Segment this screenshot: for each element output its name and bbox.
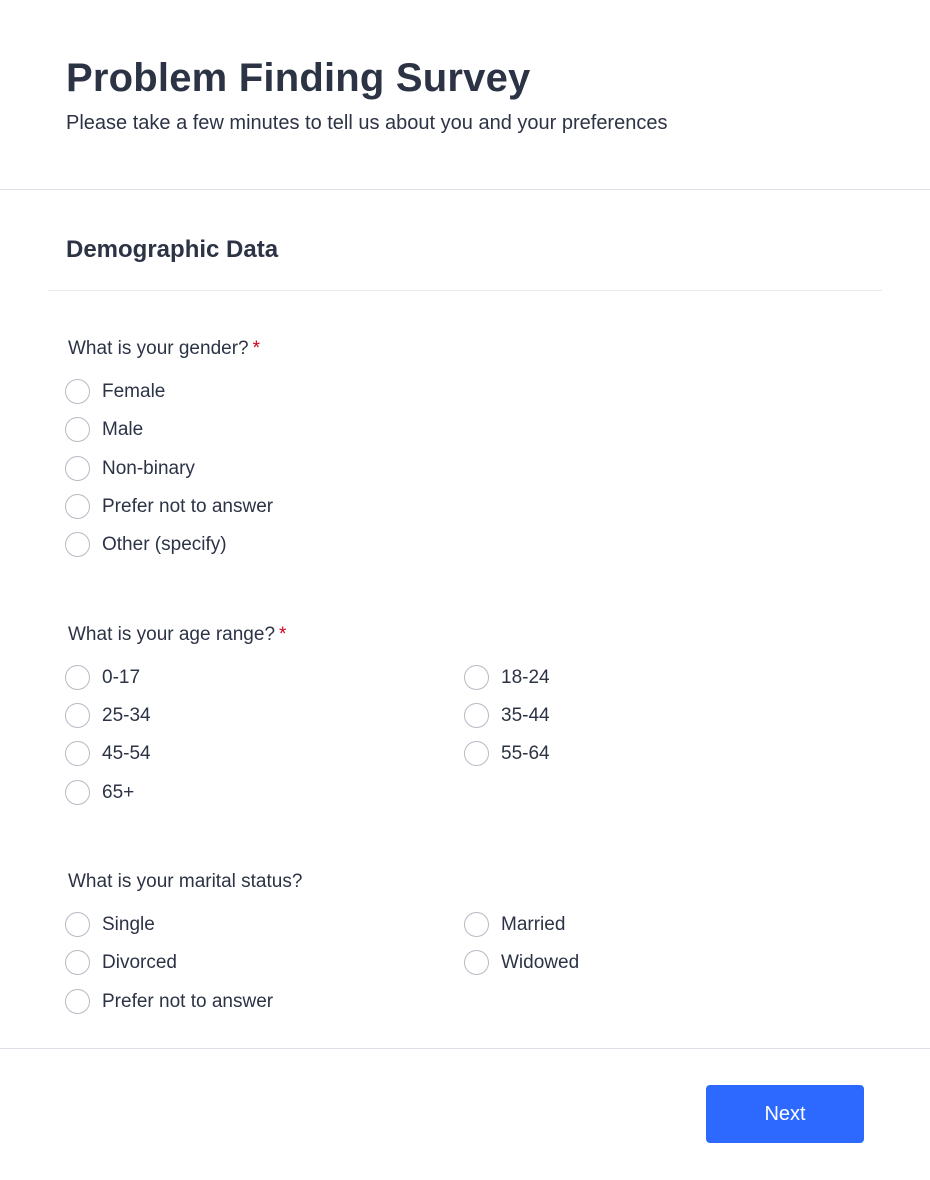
option-label: Prefer not to answer bbox=[102, 495, 274, 517]
radio-button[interactable] bbox=[65, 456, 90, 481]
question-gender bbox=[68, 338, 260, 360]
radio-button[interactable] bbox=[464, 950, 489, 975]
option-age-65-plus[interactable] bbox=[65, 780, 134, 805]
radio-button[interactable] bbox=[65, 379, 90, 404]
option-marital-prefer-not-to-answer[interactable] bbox=[65, 989, 273, 1014]
option-male[interactable] bbox=[65, 417, 143, 442]
form-header bbox=[0, 0, 930, 190]
option-label: 0-17 bbox=[102, 666, 141, 688]
radio-button[interactable] bbox=[65, 780, 90, 805]
option-label: Married bbox=[501, 913, 566, 935]
radio-button[interactable] bbox=[464, 703, 489, 728]
option-label: Single bbox=[102, 913, 155, 935]
radio-button[interactable] bbox=[464, 665, 489, 690]
next-button[interactable]: Next bbox=[706, 1085, 864, 1143]
option-divorced[interactable] bbox=[65, 950, 177, 975]
question-label: What is your marital status? bbox=[68, 871, 303, 892]
option-age-25-34[interactable] bbox=[65, 703, 151, 728]
page-title: Problem Finding Survey bbox=[66, 56, 531, 100]
question-label: What is your gender? bbox=[68, 338, 249, 359]
radio-button[interactable] bbox=[65, 703, 90, 728]
option-label: 45-54 bbox=[102, 742, 151, 764]
option-label: 25-34 bbox=[102, 704, 151, 726]
question-marital-status bbox=[68, 871, 306, 893]
option-age-55-64[interactable] bbox=[464, 741, 550, 766]
radio-button[interactable] bbox=[65, 494, 90, 519]
radio-button[interactable] bbox=[464, 912, 489, 937]
option-prefer-not-to-answer[interactable] bbox=[65, 494, 273, 519]
option-label: Female bbox=[102, 380, 166, 402]
option-label: Widowed bbox=[501, 951, 580, 973]
option-age-45-54[interactable] bbox=[65, 741, 151, 766]
option-label: 65+ bbox=[102, 781, 135, 803]
section-title: Demographic Data bbox=[66, 236, 279, 263]
question-label: What is your age range? bbox=[68, 624, 276, 645]
footer-divider bbox=[0, 1048, 930, 1049]
required-mark: * bbox=[279, 624, 287, 645]
option-label: Prefer not to answer bbox=[102, 990, 274, 1012]
option-single[interactable] bbox=[65, 912, 155, 937]
radio-button[interactable] bbox=[65, 989, 90, 1014]
option-age-18-24[interactable] bbox=[464, 665, 550, 690]
option-other-specify[interactable] bbox=[65, 532, 227, 557]
option-widowed[interactable] bbox=[464, 950, 579, 975]
radio-button[interactable] bbox=[464, 741, 489, 766]
radio-button[interactable] bbox=[65, 741, 90, 766]
option-female[interactable] bbox=[65, 379, 165, 404]
option-label: Divorced bbox=[102, 951, 177, 973]
option-age-0-17[interactable] bbox=[65, 665, 140, 690]
option-age-35-44[interactable] bbox=[464, 703, 550, 728]
radio-button[interactable] bbox=[65, 532, 90, 557]
section-divider bbox=[48, 290, 882, 291]
question-age-range bbox=[68, 624, 286, 646]
option-label: Male bbox=[102, 418, 144, 440]
option-non-binary[interactable] bbox=[65, 456, 195, 481]
option-label: Non-binary bbox=[102, 457, 195, 479]
radio-button[interactable] bbox=[65, 912, 90, 937]
option-label: Other (specify) bbox=[102, 533, 227, 555]
option-label: 18-24 bbox=[501, 666, 550, 688]
radio-button[interactable] bbox=[65, 665, 90, 690]
option-married[interactable] bbox=[464, 912, 565, 937]
required-mark: * bbox=[252, 338, 260, 359]
page-subtitle: Please take a few minutes to tell us about you and your preferences bbox=[66, 112, 668, 134]
radio-button[interactable] bbox=[65, 950, 90, 975]
option-label: 35-44 bbox=[501, 704, 550, 726]
option-label: 55-64 bbox=[501, 742, 550, 764]
radio-button[interactable] bbox=[65, 417, 90, 442]
